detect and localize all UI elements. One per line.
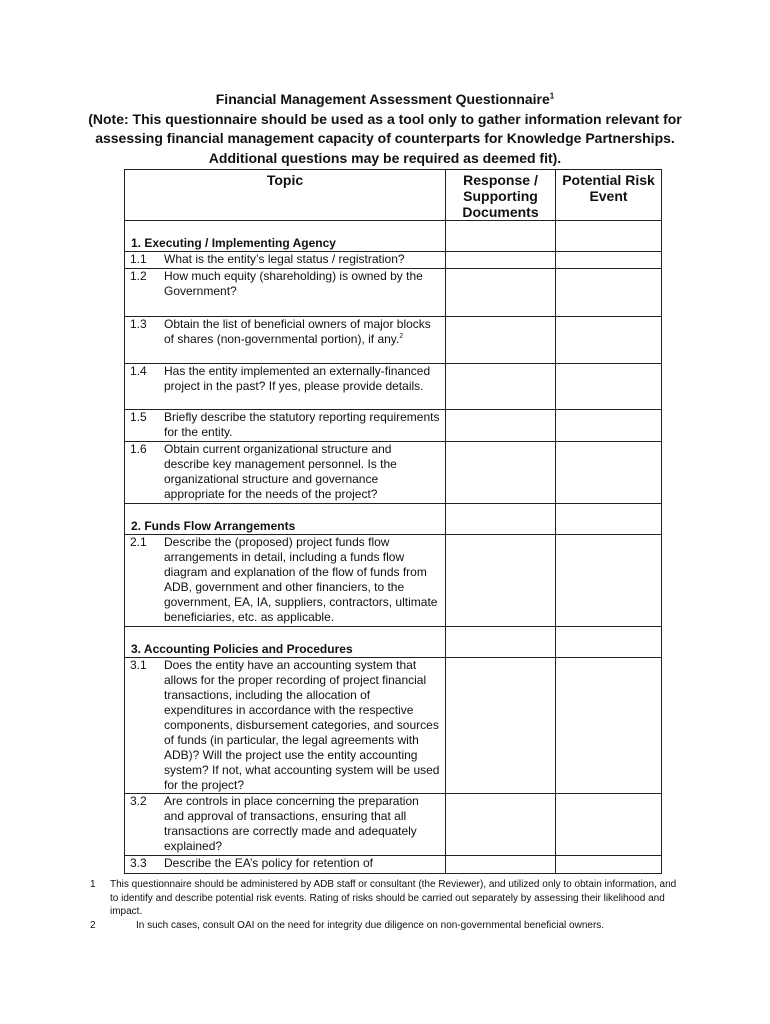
question-number: 3.1: [130, 658, 147, 672]
footnote-number: 2: [90, 919, 96, 931]
section-row: [125, 627, 662, 658]
document-heading: [60, 90, 710, 168]
table-row: [125, 535, 662, 627]
table-row: [125, 442, 662, 504]
question-number: 3.2: [130, 794, 147, 808]
table-row: [125, 410, 662, 442]
table-row: [125, 269, 662, 317]
response-header: Response / Supporting Documents: [446, 170, 556, 221]
response-cell[interactable]: [446, 442, 556, 504]
risk-cell[interactable]: [556, 317, 662, 364]
table-row: [125, 794, 662, 856]
section-title: 3. Accounting Policies and Procedures: [131, 642, 353, 656]
risk-cell[interactable]: [556, 856, 662, 874]
section-title: 1. Executing / Implementing Agency: [131, 236, 336, 250]
question-text: Describe the EA’s policy for retention of: [164, 856, 373, 870]
section-title: 2. Funds Flow Arrangements: [131, 519, 296, 533]
response-cell[interactable]: [446, 410, 556, 442]
response-cell[interactable]: [446, 317, 556, 364]
table-row: [125, 856, 662, 874]
response-cell[interactable]: [446, 535, 556, 627]
table-row: [125, 252, 662, 269]
questionnaire-table: [124, 169, 662, 874]
question-text: Obtain current organizational structure and describe key management personnel. Is the organizational structure and governance appropriate for the needs of the project?: [164, 442, 397, 501]
section-row: [125, 504, 662, 535]
question-number: 1.6: [130, 442, 147, 456]
risk-cell[interactable]: [556, 410, 662, 442]
footnote-text: This questionnaire should be administered by ADB staff or consultant (the Reviewer), and utilized only to obtain information, and to identify and describe potential risk events. Rating of risks should be carried out separately by assessing their likelihood and impact.: [110, 879, 677, 917]
response-cell[interactable]: [446, 364, 556, 410]
risk-cell[interactable]: [556, 364, 662, 410]
response-cell[interactable]: [446, 504, 556, 535]
question-text: Are controls in place concerning the preparation and approval of transactions, ensuring that all transactions are correctly made and adequately explained?: [164, 794, 419, 853]
question-text: What is the entity’s legal status / registration?: [164, 252, 405, 266]
table-row: [125, 317, 662, 364]
question-text: Describe the (proposed) project funds flow arrangements in detail, including a funds flow diagram and explanation of the flow of funds from ADB, government and other financiers, to the government, EA, IA, suppliers, contractors, ultimate beneficiaries, etc. as applicable.: [164, 535, 438, 624]
response-cell[interactable]: [446, 252, 556, 269]
document-note: (Note: This questionnaire should be used as a tool only to gather information relevant for assessing financial management capacity of counterparts for Knowledge Partnerships. Additional questions may be required as deemed fit).: [88, 110, 682, 166]
risk-cell[interactable]: [556, 442, 662, 504]
question-text: How much equity (shareholding) is owned by the Government?: [164, 269, 423, 298]
footnote-number: 1: [90, 879, 96, 890]
risk-cell[interactable]: [556, 504, 662, 535]
footnote-text: In such cases, consult OAI on the need for integrity due diligence on non-governmental beneficial owners.: [136, 919, 605, 931]
risk-cell[interactable]: [556, 535, 662, 627]
document-title: Financial Management Assessment Questionnaire$^1$: [215, 91, 555, 107]
question-number: 3.3: [130, 856, 147, 870]
footnote: [90, 878, 685, 919]
risk-cell[interactable]: [556, 627, 662, 658]
risk-cell[interactable]: [556, 221, 662, 252]
question-number: 1.3: [130, 317, 147, 331]
question-number: 1.2: [130, 269, 147, 283]
response-cell[interactable]: [446, 856, 556, 874]
response-cell[interactable]: [446, 221, 556, 252]
risk-cell[interactable]: [556, 658, 662, 794]
response-cell[interactable]: [446, 658, 556, 794]
question-number: 1.5: [130, 410, 147, 424]
question-number: 2.1: [130, 535, 147, 549]
question-text: Briefly describe the statutory reporting requirements for the entity.: [164, 410, 440, 439]
question-text: Has the entity implemented an externally-financed project in the past? If yes, please provide details.: [164, 364, 431, 393]
risk-cell[interactable]: [556, 269, 662, 317]
question-number: 1.1: [130, 252, 147, 266]
risk-cell[interactable]: [556, 252, 662, 269]
header-row: [125, 170, 662, 221]
footnote-ref: 2: [399, 333, 404, 340]
table-row: [125, 364, 662, 410]
topic-header: Topic: [125, 170, 446, 221]
question-text: Obtain the list of beneficial owners of major blocks of shares (non-governmental portion), if any.: [164, 317, 431, 346]
response-cell[interactable]: [446, 794, 556, 856]
footnote: [90, 919, 685, 933]
footnotes: [90, 878, 685, 932]
question-number: 1.4: [130, 364, 147, 378]
question-text: Does the entity have an accounting system that allows for the proper recording of project financial transactions, including the allocation of expenditures in accordance with the respective components, disbursement categories, and sources of funds (in particular, the legal agreements with ADB)? Will the project use the entity accounting system? If not, what accounting system will be used for the project?: [164, 658, 440, 792]
response-cell[interactable]: [446, 269, 556, 317]
response-cell[interactable]: [446, 627, 556, 658]
risk-cell[interactable]: [556, 794, 662, 856]
title-footnote-ref: 1: [549, 91, 555, 101]
section-row: [125, 221, 662, 252]
table-row: [125, 658, 662, 794]
risk-header: Potential Risk Event: [556, 170, 662, 221]
